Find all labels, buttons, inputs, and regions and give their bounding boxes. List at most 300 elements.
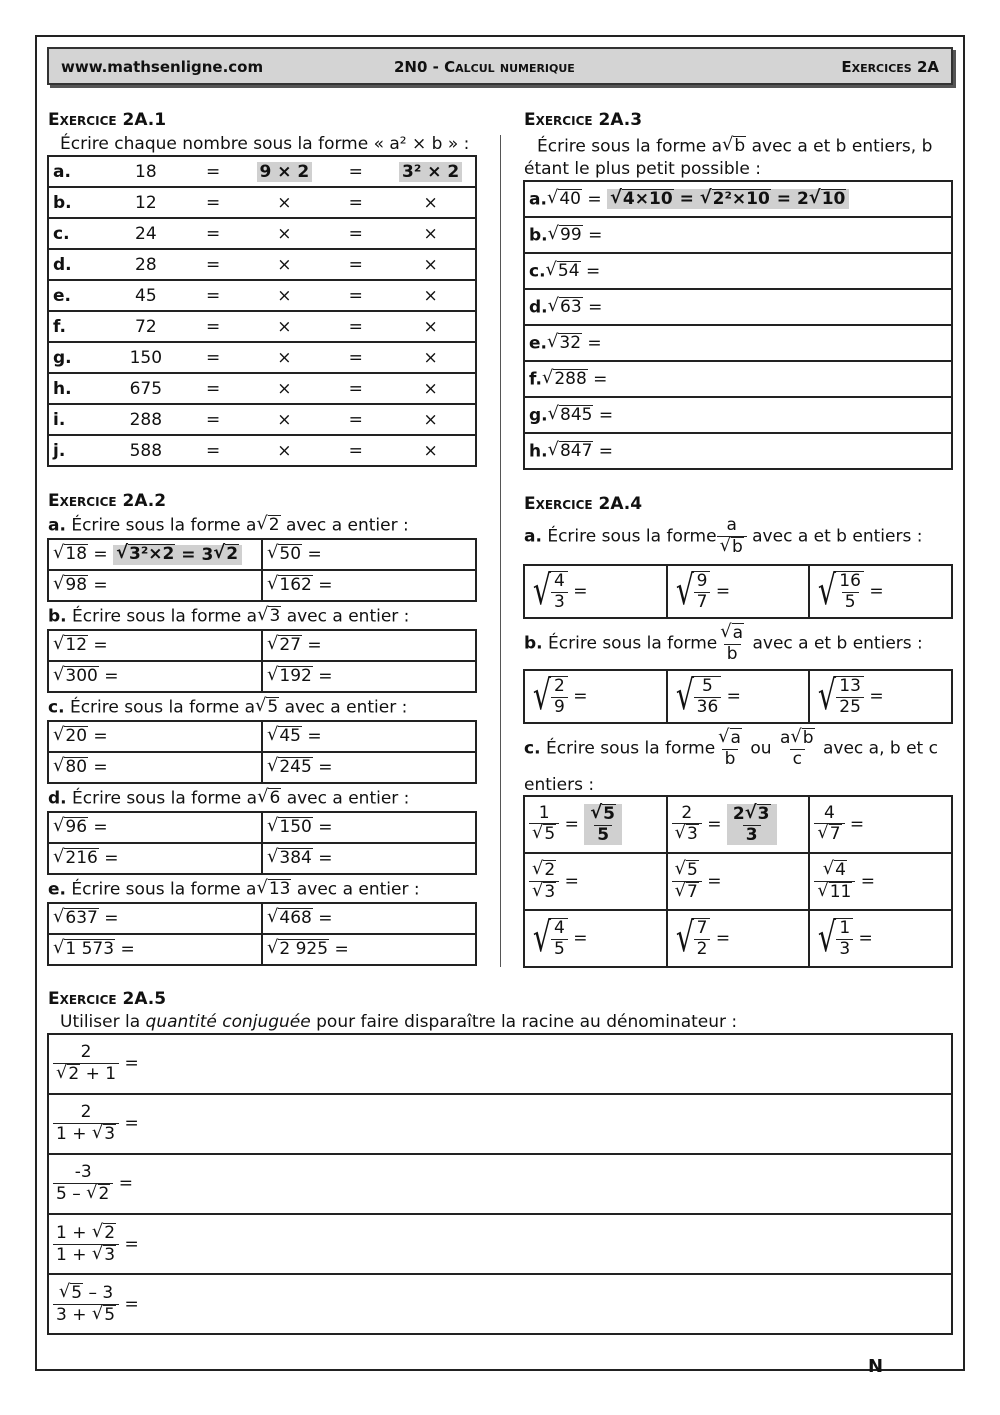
ex4-part-c-instruction (524, 728, 938, 769)
fraction (529, 860, 559, 903)
frac-den: 36 (696, 696, 719, 717)
answer-cell[interactable] (48, 1274, 952, 1334)
row-label: f. (53, 316, 66, 337)
frac-num: 1 (839, 917, 851, 938)
number-cell[interactable] (109, 156, 182, 187)
equals-cell[interactable] (183, 280, 244, 311)
number: 24 (135, 223, 157, 244)
answer-cell[interactable]: 1 √ 5 = √ 5 5 (524, 796, 667, 853)
table-row (524, 796, 952, 853)
product-1-cell[interactable] (244, 373, 326, 404)
table-row (48, 435, 476, 466)
frac-den: 9 (554, 696, 565, 717)
answer-cell[interactable] (48, 1034, 952, 1094)
answer-cell[interactable] (524, 361, 952, 397)
part-text-after: avec a entier : (284, 697, 408, 718)
product-2: × (423, 378, 438, 399)
frac-num: 13 (839, 675, 861, 696)
ex2-part-instruction (48, 606, 409, 627)
product-2-cell[interactable] (386, 311, 476, 342)
product-1-cell[interactable] (244, 404, 326, 435)
part-label: a. (48, 515, 66, 536)
answer-cell[interactable]: 2 √ 3 = 2 √ 3 3 (667, 796, 810, 853)
sqrt-symbol: √ $\frac{16}{5}$ (814, 571, 864, 612)
answer-cell[interactable] (262, 812, 476, 843)
answer-cell[interactable] (524, 181, 952, 217)
ex5-instruction (60, 1012, 737, 1032)
table-row (524, 853, 952, 910)
header-title: 2N0 - Calcul numerique (394, 58, 575, 76)
equals-2: = (348, 347, 363, 368)
cell-rad: 20 (65, 726, 88, 747)
equals-cell[interactable] (183, 187, 244, 218)
fraction (529, 804, 559, 845)
row-rad: 845 (560, 404, 593, 425)
answer-cell[interactable]: √ $\frac{1}{3}$ = (809, 910, 952, 967)
table-row (48, 1154, 952, 1214)
product-1: × (277, 192, 292, 213)
sqrt-symbol: √ 6 (257, 786, 281, 808)
sqrt-symbol: √ 3 (91, 1121, 116, 1144)
part-text: Écrire sous la forme a (71, 515, 257, 536)
answer-cell[interactable] (48, 1214, 952, 1274)
frac-den-a: 5 – (56, 1184, 87, 1205)
table-row (48, 721, 476, 752)
number-cell[interactable] (109, 249, 182, 280)
answer-cell[interactable] (524, 433, 952, 469)
sqrt-symbol: √ 2²×10 (699, 186, 770, 209)
product-2-cell[interactable] (386, 373, 476, 404)
part-text-after: avec a entier : (286, 606, 410, 627)
frac-num-rad: 5 (687, 860, 698, 881)
frac-den: b (726, 643, 738, 664)
product-2: 3² × 2 (399, 162, 462, 182)
answer-cell[interactable]: √ $\frac{16}{5}$ = (809, 565, 952, 618)
product-1-cell[interactable] (244, 342, 326, 373)
sqrt-symbol: √ 245 (266, 755, 312, 778)
ex3-instr-before: Écrire sous la forme a (537, 136, 723, 157)
frac-num-rad: 2 (544, 860, 556, 881)
cell-rad: 216 (65, 848, 98, 869)
cell-equals: = (307, 726, 322, 747)
equals-2: = (348, 316, 363, 337)
answer-cell[interactable] (48, 539, 262, 570)
ex3-title-num: 2A.3 (598, 110, 643, 130)
row-label-cell (48, 435, 109, 466)
ex2-table (47, 629, 477, 693)
site-url[interactable]: www.mathsenligne.com (61, 58, 264, 76)
ex4-title (524, 494, 642, 514)
cell-rad: 1 573 (65, 939, 115, 960)
product-1-cell[interactable] (244, 218, 326, 249)
cell-rad: 12 (65, 635, 88, 656)
equals-2-cell[interactable] (325, 373, 386, 404)
equals: = (205, 378, 221, 399)
product-1: × (277, 378, 292, 399)
frac-den: 25 (839, 696, 861, 717)
frac-num: 5 (702, 675, 713, 696)
cell-rad: 98 (65, 575, 88, 596)
frac-den-rad: 3 (104, 1123, 116, 1144)
sqrt-symbol: √ 4 (822, 858, 846, 881)
table-row (524, 910, 952, 967)
answer-cell[interactable] (48, 934, 262, 965)
answer-cell[interactable] (262, 570, 476, 601)
product-2-cell[interactable] (386, 404, 476, 435)
sqrt-symbol: √ 288 (541, 366, 587, 389)
table-row (48, 903, 476, 934)
frac-num-coef: a (779, 728, 791, 749)
table-row (524, 433, 952, 469)
part-label: c. (48, 697, 65, 718)
fraction (53, 1220, 119, 1266)
row-equals: = (588, 297, 603, 317)
ex1-title-prefix: Exercice (48, 110, 117, 130)
sqrt-symbol: √ 3 (532, 880, 556, 902)
answer-den: 3 (745, 824, 758, 845)
row-label-cell (48, 404, 109, 435)
sqrt-symbol: √ 162 (267, 573, 312, 596)
answer-cell[interactable]: √ $\frac{2}{9}$ = (524, 670, 667, 723)
fraction (694, 677, 722, 717)
equals-cell[interactable] (183, 404, 244, 435)
sqrt-symbol: √ 5 (255, 695, 279, 717)
answer-cell[interactable] (48, 661, 262, 692)
part-text: Écrire sous la forme (545, 738, 716, 759)
answer-cell[interactable] (524, 217, 952, 253)
row-label: c. (53, 223, 70, 244)
table-row (524, 325, 952, 361)
ex1-table (47, 155, 477, 467)
equals-cell[interactable] (183, 249, 244, 280)
number-cell[interactable] (109, 404, 182, 435)
number: 72 (135, 316, 157, 337)
part-rad: 3 (269, 606, 281, 626)
row-label-cell (48, 156, 109, 187)
table-row (524, 181, 952, 217)
fraction (551, 919, 568, 959)
ex4-title-num: 2A.4 (598, 494, 643, 514)
row-label: i. (53, 409, 66, 430)
sqrt-symbol: √ 45 (266, 724, 301, 747)
part-text-after: avec a entier : (286, 515, 409, 536)
fraction (694, 919, 711, 959)
equals: = (205, 347, 221, 368)
product-2-cell[interactable] (386, 156, 476, 187)
product-1-cell[interactable] (244, 311, 326, 342)
part-rad: 5 (267, 697, 279, 717)
example-rad: 4×10 (622, 188, 673, 209)
equals-cell[interactable] (183, 342, 244, 373)
answer-cell[interactable] (524, 289, 952, 325)
product-2-cell[interactable] (386, 249, 476, 280)
answer-cell[interactable]: √ $\frac{4}{3}$ = (524, 565, 667, 618)
fraction (836, 919, 853, 959)
answer-cell[interactable]: √ 4 √ 11 = (809, 853, 952, 910)
ex4-c-table (523, 795, 953, 968)
frac-den-rad: 7 (687, 882, 698, 902)
equals: = (205, 223, 221, 244)
sqrt-symbol: √ b (790, 726, 814, 748)
product-2-cell[interactable] (386, 342, 476, 373)
frac-den-rad: b (731, 536, 743, 557)
equals-cell[interactable] (183, 156, 244, 187)
sqrt-symbol: √ 5 (91, 1302, 116, 1325)
table-row (48, 1094, 952, 1154)
table-row (524, 670, 952, 723)
sqrt-symbol: √ 11 (817, 880, 852, 902)
number-cell[interactable] (109, 187, 182, 218)
table-row (48, 570, 476, 601)
answer-cell[interactable] (48, 1154, 952, 1214)
example-equals: = (181, 544, 196, 565)
answer-cell[interactable]: 4 √ 7 = (809, 796, 952, 853)
example-rad-3: 10 (821, 188, 846, 209)
number-cell[interactable] (109, 218, 182, 249)
equals-2-cell[interactable] (325, 404, 386, 435)
ex2-table (47, 720, 477, 784)
answer-cell[interactable] (262, 903, 476, 934)
frac-den-rad: 3 (104, 1244, 116, 1265)
product-2: × (423, 192, 438, 213)
equals: = (205, 285, 221, 306)
fraction (836, 572, 864, 612)
answer-cell[interactable] (48, 630, 262, 661)
ex3-title-prefix: Exercice (524, 110, 593, 130)
answer-coef: 2 (732, 804, 745, 825)
row-label: f. (529, 369, 542, 389)
row-label: e. (53, 285, 71, 306)
answer-cell[interactable] (524, 397, 952, 433)
answer-cell[interactable] (262, 752, 476, 783)
part-text: Écrire sous la forme a (71, 879, 257, 900)
row-label: g. (53, 347, 72, 368)
sqrt-symbol: √ b (719, 534, 743, 557)
sqrt-symbol: √ 3 (91, 1242, 116, 1265)
answer-cell[interactable] (48, 1094, 952, 1154)
ex4-table (523, 669, 953, 724)
table-row (48, 539, 476, 570)
part-rad: 13 (268, 879, 291, 899)
answer-cell[interactable]: √ 5 √ 7 = (667, 853, 810, 910)
part-text: Écrire sous la forme a (69, 697, 255, 718)
answer-cell[interactable]: √ $\frac{4}{5}$ = (524, 910, 667, 967)
equals-cell[interactable] (183, 435, 244, 466)
header-right-title: Exercices 2A (841, 58, 939, 76)
frac-num: 16 (839, 570, 861, 591)
sqrt-symbol: √ 54 (545, 258, 580, 281)
equals-2: = (348, 223, 363, 244)
part-label: e. (48, 879, 66, 900)
frac-num: -3 (74, 1162, 92, 1183)
table-row (524, 253, 952, 289)
number: 28 (135, 254, 157, 275)
page-header (47, 47, 953, 85)
equals: = (205, 440, 221, 461)
sqrt-symbol: √ 3 (674, 822, 698, 845)
cell-rad: 96 (65, 817, 88, 838)
part-text-after: avec a et b entiers : (752, 633, 923, 654)
answer-cell[interactable]: √ 2 √ 3 = (524, 853, 667, 910)
answer-cell[interactable] (262, 630, 476, 661)
equals-2: = (348, 440, 363, 461)
sqrt-symbol: √ 50 (267, 542, 302, 565)
cell-rad: 192 (279, 666, 312, 687)
answer-cell[interactable] (262, 934, 476, 965)
equals: = (118, 1174, 133, 1194)
part-text-after: avec a, b et c (822, 738, 938, 759)
sqrt-symbol: √ 40 (546, 186, 581, 209)
answer-cell[interactable] (48, 570, 262, 601)
row-rad: 847 (559, 440, 593, 461)
answer-cell[interactable] (48, 721, 262, 752)
answer-cell[interactable] (524, 325, 952, 361)
frac-den-a: 3 + (56, 1304, 92, 1325)
table-row (48, 843, 476, 874)
equals-2-cell[interactable] (325, 342, 386, 373)
answer-cell[interactable] (262, 721, 476, 752)
equals-2-cell[interactable] (325, 311, 386, 342)
sqrt-symbol: √ 2 (213, 542, 239, 565)
frac-num: 4 (554, 570, 565, 591)
product-1: 9 × 2 (257, 162, 313, 182)
equals-2-cell[interactable] (325, 435, 386, 466)
answer-cell[interactable] (48, 812, 262, 843)
sqrt-symbol: √ 3²×2 (116, 542, 175, 565)
cell-rad: 18 (65, 544, 88, 565)
equals-2-cell[interactable] (325, 280, 386, 311)
frac-num-rad: 4 (835, 860, 846, 881)
row-label: c. (529, 261, 546, 281)
answer-cell[interactable] (48, 843, 262, 874)
product-2-cell[interactable] (386, 435, 476, 466)
ex3-instruction-line2: étant le plus petit possible : (524, 159, 761, 179)
equals-2: = (348, 378, 363, 399)
frac-num-rad: a (732, 623, 744, 643)
column-divider (500, 135, 501, 967)
cell-rad: 45 (279, 726, 301, 747)
row-label: b. (53, 192, 72, 213)
cell-rad: 637 (65, 908, 98, 929)
equals-cell[interactable] (183, 218, 244, 249)
sqrt-symbol: √ 99 (547, 222, 582, 245)
table-row (524, 397, 952, 433)
answer-cell[interactable]: √ $\frac{13}{25}$ = (809, 670, 952, 723)
answer-cell[interactable]: √ $\frac{7}{2}$ = (667, 910, 810, 967)
product-1: × (277, 254, 292, 275)
frac-den-rad: 2 (98, 1183, 110, 1204)
frac-den: c (792, 748, 802, 769)
row-label: h. (529, 441, 548, 461)
cell-equals: = (334, 939, 349, 960)
fraction (730, 801, 774, 845)
ex3-instruction (537, 136, 932, 157)
table-row (48, 156, 476, 187)
answer-cell[interactable] (262, 539, 476, 570)
answer-cell[interactable] (262, 843, 476, 874)
equals-2-cell[interactable] (325, 218, 386, 249)
part-text: Écrire sous la forme (547, 526, 717, 547)
sqrt-symbol: √ b (722, 134, 746, 156)
frac-den-rad: 2 (68, 1063, 80, 1084)
answer-cell[interactable]: √ $\frac{5}{36}$ = (667, 670, 810, 723)
product-2-cell[interactable] (386, 218, 476, 249)
ex1-instruction: Écrire chaque nombre sous la forme « a² × b » : (60, 134, 470, 154)
product-1-cell[interactable] (244, 187, 326, 218)
cell-rad: 245 (279, 757, 312, 778)
table-row (48, 311, 476, 342)
number: 12 (135, 192, 157, 213)
equals-cell[interactable] (183, 311, 244, 342)
product-1-cell[interactable] (244, 156, 326, 187)
answer-cell[interactable] (48, 903, 262, 934)
equals-2-cell[interactable] (325, 249, 386, 280)
number-cell[interactable] (109, 373, 182, 404)
ex2-table (47, 538, 477, 602)
equals-cell[interactable] (183, 373, 244, 404)
number-cell[interactable] (109, 435, 182, 466)
table-row (48, 404, 476, 435)
sqrt-symbol: √ 5 (58, 1280, 83, 1303)
product-1: × (277, 440, 292, 461)
example-answer (727, 801, 777, 845)
product-2-cell[interactable] (386, 187, 476, 218)
equals-2: = (348, 254, 363, 275)
part-rad: 6 (269, 788, 281, 808)
number-cell[interactable] (109, 342, 182, 373)
ex3-table (523, 180, 953, 470)
number: 45 (135, 285, 157, 306)
product-1-cell[interactable] (244, 249, 326, 280)
product-1-cell[interactable] (244, 435, 326, 466)
ex4-part-a-instruction (524, 516, 922, 557)
sqrt-symbol: √ 80 (53, 755, 88, 778)
part-text-after: avec a et b entiers : (752, 526, 923, 547)
answer-cell[interactable] (524, 253, 952, 289)
sqrt-symbol: √ 4×10 (610, 186, 673, 209)
row-label-cell (48, 311, 109, 342)
product-2-cell[interactable] (386, 280, 476, 311)
equals-2-cell[interactable] (325, 156, 386, 187)
part-label: b. (48, 606, 67, 627)
equals-2: = (348, 409, 363, 430)
example-rad-2: 2 (226, 544, 239, 565)
row-label: d. (529, 297, 548, 317)
table-row (48, 249, 476, 280)
answer-cell[interactable]: √ $\frac{9}{7}$ = (667, 565, 810, 618)
sqrt-symbol: √ 5 (590, 801, 616, 824)
answer-cell[interactable] (48, 752, 262, 783)
number-cell[interactable] (109, 280, 182, 311)
ex1-title (48, 110, 166, 130)
answer-cell[interactable] (262, 661, 476, 692)
row-rad: 63 (560, 296, 582, 317)
sqrt-symbol: √ 12 (53, 633, 88, 656)
product-1-cell[interactable] (244, 280, 326, 311)
number-cell[interactable] (109, 311, 182, 342)
ex4-part-c-line2: entiers : (524, 775, 595, 795)
product-1: × (277, 285, 292, 306)
equals-2-cell[interactable] (325, 187, 386, 218)
ex3-title (524, 110, 642, 130)
number: 18 (135, 161, 157, 182)
row-rad: 32 (559, 332, 582, 353)
sqrt-symbol: √ 10 (808, 186, 846, 209)
sqrt-symbol: √ 96 (53, 815, 88, 838)
part-text-after: avec a entier : (286, 788, 410, 809)
ex5-title-prefix: Exercice (48, 989, 117, 1009)
ex2-title-num: 2A.2 (122, 491, 167, 511)
